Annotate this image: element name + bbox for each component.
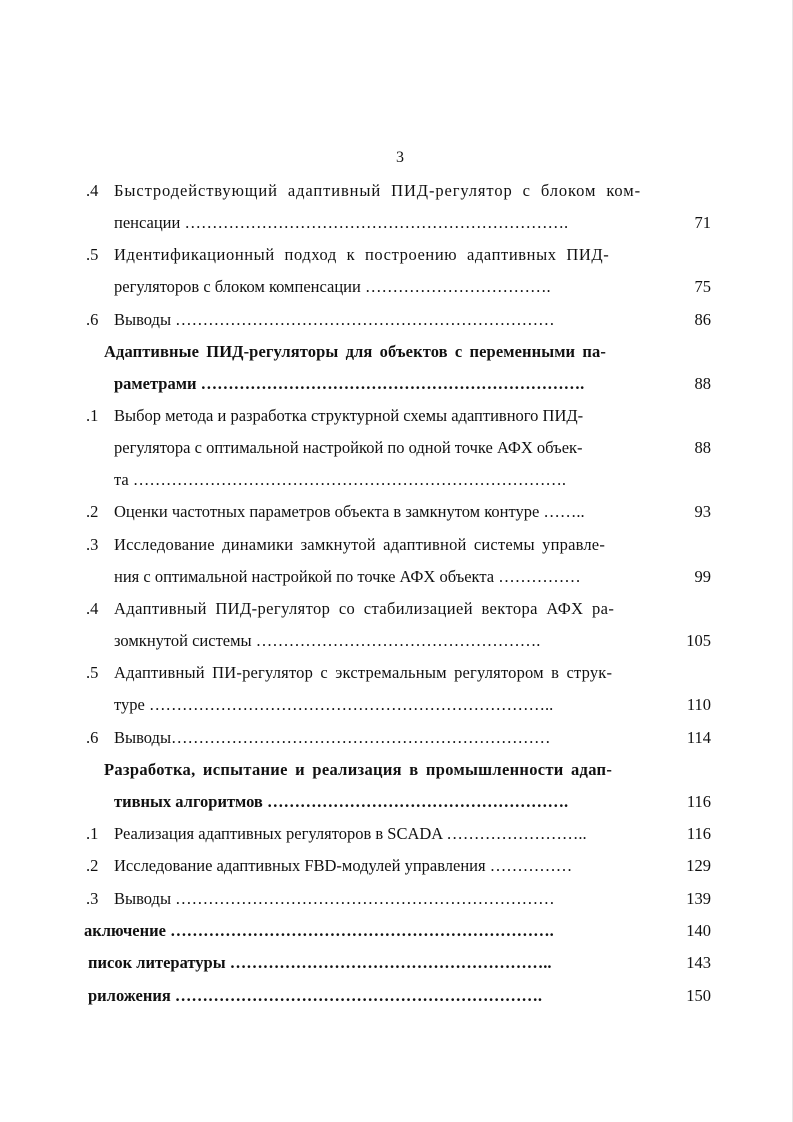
toc-page-number: 88: [694, 374, 711, 393]
toc-page-number: 116: [686, 792, 711, 811]
toc-entry-title: Исследование динамики замкнутой адаптивной системы управле-: [114, 535, 606, 554]
page-number: 3: [396, 149, 404, 166]
toc-entry-title: туре ………………………………………………………………..: [114, 695, 554, 714]
toc-entry-title: Выводы……………………………………………………………: [114, 728, 551, 747]
toc-entry-number: .1: [86, 824, 99, 843]
toc-entry-title: та …………………………………………………………………….: [114, 470, 566, 489]
toc-page-number: 143: [686, 953, 711, 972]
toc-entry-title: Выводы ……………………………………………………………: [114, 889, 555, 908]
toc-entry-title: ния с оптимальной настройкой по точке АФХ объекта ……………: [114, 567, 581, 586]
toc-page-number: 75: [694, 277, 711, 296]
toc-chapter-title: раметрами …………………………………………………………….: [114, 374, 585, 393]
toc-bibliography-title: писок литературы …………………………………………………..: [88, 953, 552, 972]
toc-page-number: 114: [686, 728, 711, 747]
toc-entry-title: Выводы ……………………………………………………………: [114, 310, 555, 329]
toc-entry-title: Адаптивный ПИД-регулятор со стабилизацией вектора АФХ ра-: [114, 599, 615, 618]
toc-entry-number: .5: [86, 663, 99, 682]
toc-entry-title: зомкнутой системы …………………………………………….: [114, 631, 541, 650]
toc-entry-number: .4: [86, 599, 99, 618]
toc-entry-title: Адаптивный ПИ-регулятор с экстремальным регулятором в струк-: [114, 663, 613, 682]
toc-entry-title: пенсации …………………………………………………………….: [114, 213, 569, 232]
toc-entry-number: .6: [86, 310, 99, 329]
toc-page-number: 86: [694, 310, 711, 329]
toc-entry-title: Реализация адаптивных регуляторов в SCADA ……………………..: [114, 824, 587, 843]
toc-entry-title: Выбор метода и разработка структурной схемы адаптивного ПИД-: [114, 406, 584, 425]
toc-page-number: 110: [686, 695, 711, 714]
toc-page-number: 150: [686, 986, 711, 1005]
toc-page-number: 71: [694, 213, 711, 232]
toc-entry-number: .1: [86, 406, 99, 425]
toc-entry-number: .2: [86, 856, 99, 875]
toc-entry-number: .3: [86, 535, 99, 554]
toc-chapter-title: Адаптивные ПИД-регуляторы для объектов с переменными па-: [104, 342, 606, 361]
toc-entry-title: Быстродействующий адаптивный ПИД-регулятор с блоком ком-: [114, 181, 641, 200]
toc-page-number: 99: [694, 567, 711, 586]
toc-entry-number: .5: [86, 245, 99, 264]
toc-chapter-title: тивных алгоритмов ……………………………………………….: [114, 792, 569, 811]
toc-page-number: 88: [694, 438, 711, 457]
toc-entry-number: .2: [86, 502, 99, 521]
toc-page-number: 139: [686, 889, 711, 908]
toc-entry-number: .4: [86, 181, 99, 200]
toc-entry-title: регулятора с оптимальной настройкой по одной точке АФХ объек-: [114, 438, 583, 457]
toc-entry-title: Оценки частотных параметров объекта в замкнутом контуре ……..: [114, 502, 585, 521]
toc-page-number: 93: [694, 502, 711, 521]
toc-chapter-title: Разработка, испытание и реализация в промышленности адап-: [104, 760, 613, 779]
toc-conclusion-title: аключение …………………………………………………………….: [84, 921, 554, 940]
toc-page-number: 105: [686, 631, 711, 650]
toc-entry-number: .6: [86, 728, 99, 747]
toc-appendix-title: риложения ………………………………………………………….: [88, 986, 543, 1005]
toc-entry-title: Идентификационный подход к построению адаптивных ПИД-: [114, 245, 610, 264]
toc-page-number: 116: [686, 824, 711, 843]
toc-entry-title: Исследование адаптивных FBD-модулей управления ……………: [114, 856, 573, 875]
toc-entry-number: .3: [86, 889, 99, 908]
toc-page-number: 140: [686, 921, 711, 940]
toc-page-number: 129: [686, 856, 711, 875]
toc-entry-title: регуляторов с блоком компенсации …………………………….: [114, 277, 551, 296]
